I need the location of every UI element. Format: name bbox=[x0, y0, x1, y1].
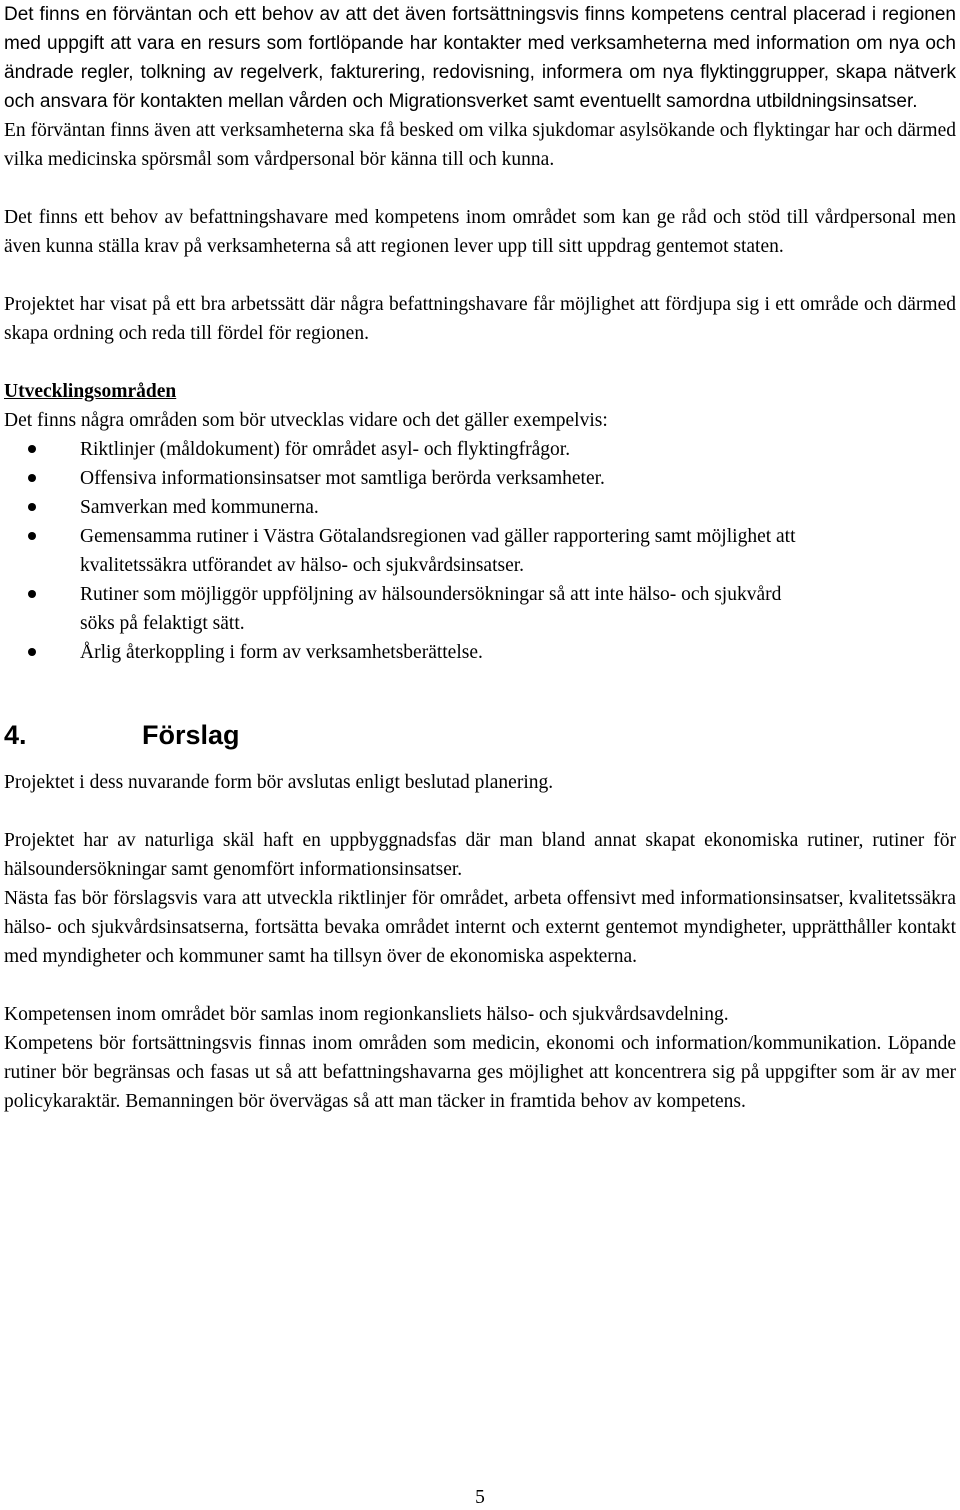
paragraph-central-competence: Det finns en förväntan och ett behov av att det även fortsättningsvis finns kompetens central placerad i regionen med uppgift att vara en resurs som fortlöpande har kontakter med verksamheterna med information om nya och ändrade regler, tolkning av regelverk, fakturering, redovisning, informera om nya flyktinggrupper, skapa nätverk och ansvara för kontakten mellan vården och Migrationsverket samt eventuellt samordna utbildningsinsatser. bbox=[4, 4, 956, 112]
section-title: Förslag bbox=[142, 720, 240, 750]
development-areas-intro: Det finns några områden som bör utvecklas vidare och det gäller exempelvis: bbox=[4, 410, 608, 431]
bullet-icon bbox=[28, 445, 36, 453]
paragraph-project-end: Projektet i dess nuvarande form bör avslutas enligt beslutad planering. bbox=[4, 772, 554, 793]
page-number: 5 bbox=[475, 1487, 485, 1508]
paragraph-need-competence: Det finns ett behov av befattningshavare med kompetens inom området som kan ge råd och stöd till vårdpersonal men även kunna ställa krav på verksamheterna så att regionen lever upp till sitt uppdrag gentemot staten. bbox=[4, 207, 956, 257]
paragraph-competence-gathered: Kompetensen inom området bör samlas inom regionkansliets hälso- och sjukvårdsavdelning. bbox=[4, 1004, 729, 1025]
bullet-icon bbox=[28, 648, 36, 656]
list-item: Riktlinjer (måldokument) för området asyl- och flyktingfrågor. bbox=[4, 435, 956, 464]
development-areas-heading: Utvecklingsområden bbox=[4, 381, 177, 402]
section-heading bbox=[4, 715, 956, 755]
development-areas-list bbox=[4, 435, 956, 667]
document-page bbox=[4, 0, 956, 1116]
bullet-icon bbox=[28, 590, 36, 598]
list-item: Årlig återkoppling i form av verksamhetsberättelse. bbox=[4, 638, 956, 667]
paragraph-expectation-diseases: En förväntan finns även att verksamheterna ska få besked om vilka sjukdomar asylsökande och flyktingar har och därmed vilka medicinska spörsmål som vårdpersonal bör känna till och kunna. bbox=[4, 120, 956, 170]
bullet-icon bbox=[28, 474, 36, 482]
bullet-icon bbox=[28, 532, 36, 540]
paragraph-project-result: Projektet har visat på ett bra arbetssätt där några befattningshavare får möjlighet att fördjupa sig i ett område och därmed skapa ordning och reda till fördel för regionen. bbox=[4, 294, 956, 344]
paragraph-competence-areas: Kompetens bör fortsättningsvis finnas inom områden som medicin, ekonomi och information/kommunikation. Löpande rutiner bör begränsas och fasas ut så att befattningshavarna ges möjlighet att koncentrera sig på uppgifter som är av mer policykaraktär. Bemanningen bör övervägas så att man täcker in framtida behov av kompetens. bbox=[4, 1033, 956, 1112]
section-number: 4. bbox=[4, 720, 27, 750]
bullet-icon bbox=[28, 503, 36, 511]
list-item: Samverkan med kommunerna. bbox=[4, 493, 956, 522]
paragraph-next-phase: Nästa fas bör förslagsvis vara att utveckla riktlinjer för området, arbeta offensivt med informationsinsatser, kvalitetssäkra hälso- och sjukvårdsinsatserna, fortsätta bevaka området internt och externt gentemot myndigheter, upprätthåller kontakt med myndigheter och kommuner samt ha tillsyn över de ekonomiska aspekterna. bbox=[4, 888, 956, 967]
paragraph-build-phase: Projektet har av naturliga skäl haft en uppbyggnadsfas där man bland annat skapat ekonomiska rutiner, rutiner för hälsoundersökningar samt genomfört informationsinsatser. bbox=[4, 830, 956, 880]
list-item: Offensiva informationsinsatser mot samtliga berörda verksamheter. bbox=[4, 464, 956, 493]
list-item: Gemensamma rutiner i Västra Götalandsregionen vad gäller rapportering samt möjlighet att kvalitetssäkra utförandet av hälso- och sjukvårdsinsatser. bbox=[4, 522, 956, 580]
list-item: Rutiner som möjliggör uppföljning av hälsoundersökningar så att inte hälso- och sjukvård söks på felaktigt sätt. bbox=[4, 580, 956, 638]
